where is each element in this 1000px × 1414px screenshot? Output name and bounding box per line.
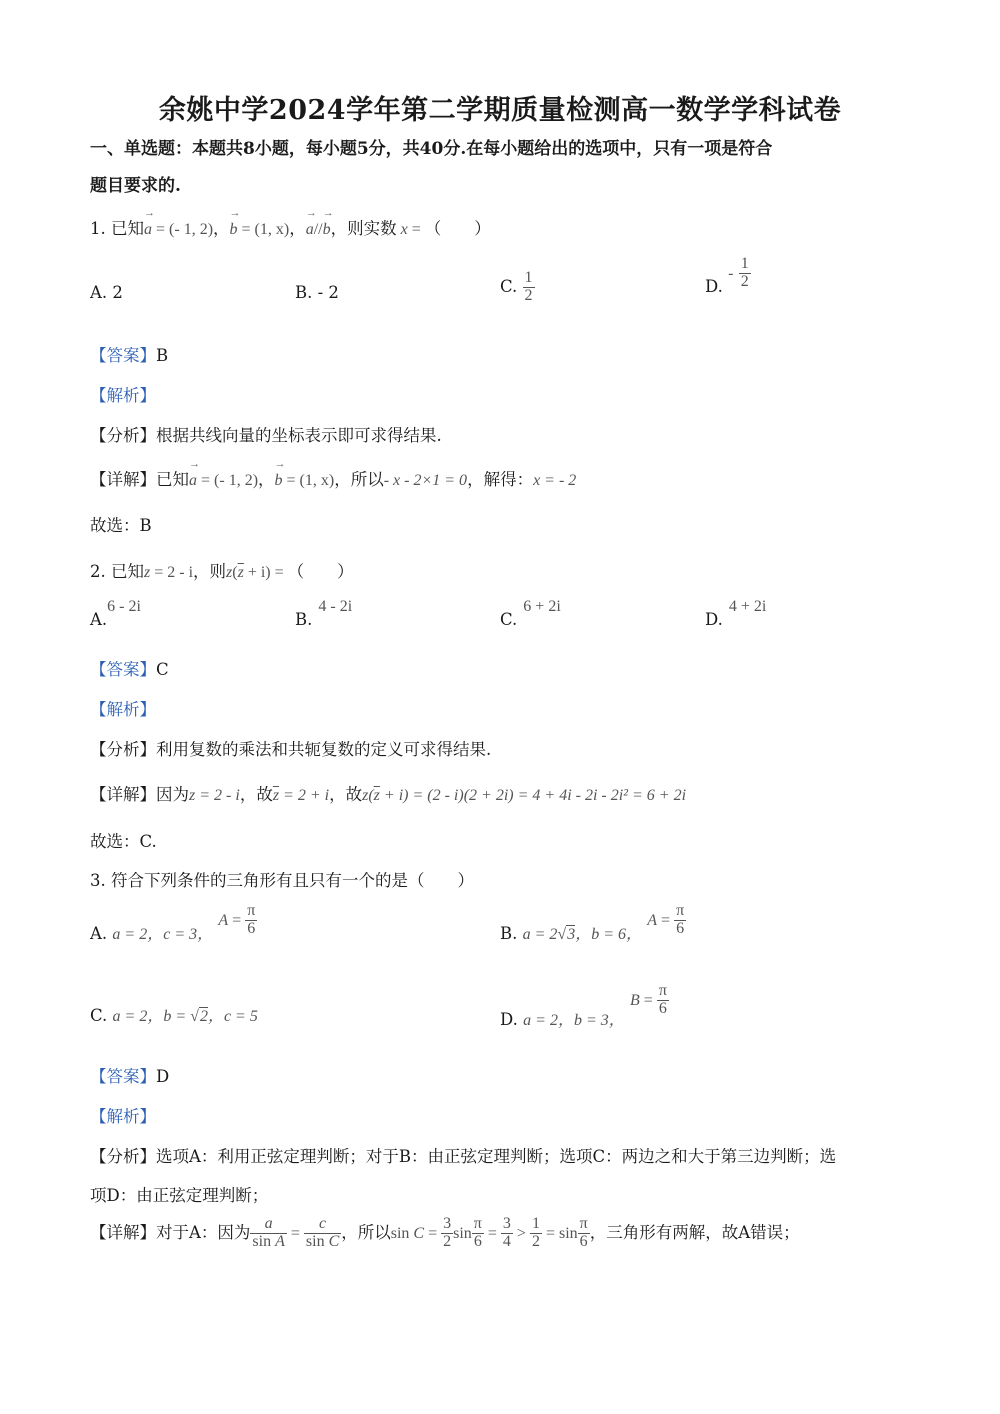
q3-detail: 【详解】对于A：因为 $\frac{a}{\text{sin A}}$ = $\frac{c}{\text{sin C}}$ ，所以sin C = $\frac{3}{2}$ sin $\frac{\pi}{6}$ = $\frac{3}{4}$ > $\frac{1}{2}$ = sin $\frac{\pi}{6}$ ，三角形有两解，故A错误； bbox=[90, 1215, 800, 1250]
q2-jiexi: 【解析】 bbox=[90, 700, 156, 719]
q1-stem: 1. 已知→ a = (- 1, 2)，→ b = (1, x)，→ a//→ b，则实数 x = （ ） bbox=[90, 215, 491, 239]
q1-conclusion: 故选：B bbox=[90, 516, 152, 535]
q2-answer: 【答案】C bbox=[90, 660, 169, 679]
q3-option-b: B. a = 2√3，b = 6， A = $\frac{\pi}{6}$ bbox=[500, 902, 685, 943]
q1-option-b: B. - 2 bbox=[295, 283, 339, 302]
q2-option-d: D.4 + 2i bbox=[705, 598, 767, 629]
q3-analysis-line2: 项D：由正弦定理判断； bbox=[90, 1186, 269, 1205]
q2-conclusion: 故选：C. bbox=[90, 832, 157, 851]
q1-answer: 【答案】B bbox=[90, 346, 169, 365]
q1-detail: 【详解】已知→ a = (- 1, 2)，→ b = (1, x)，所以- x - 2×1 = 0，解得：x = - 2 bbox=[90, 466, 576, 490]
q1-option-c: C. $\frac{1}{2}$ bbox=[500, 269, 533, 304]
q3-option-a: A. a = 2，c = 3， A = $\frac{\pi}{6}$ bbox=[90, 902, 256, 943]
q1-option-a: A. 2 bbox=[90, 283, 123, 302]
section-heading-line1: 一、单选题：本题共8小题，每小题5分，共40分.在每小题给出的选项中，只有一项是符合 bbox=[90, 139, 773, 159]
q3-option-d: D. a = 2，b = 3， B = $\frac{\pi}{6}$ bbox=[500, 982, 667, 1029]
q2-detail: 【详解】因为z = 2 - i，故$\overline{z} = 2 + i$，故$z(\overline{z} + i) = (2 - i)(2 + 2i) = 4 + 4i - 2i - 2i^2 = 6 + 2i$ bbox=[90, 785, 687, 804]
q3-option-c: C. a = 2，b = √2，c = 5 bbox=[90, 1006, 258, 1025]
section-heading-line2: 题目要求的. bbox=[90, 176, 181, 196]
page-title: 余姚中学2024学年第二学期质量检测高一数学学科试卷 bbox=[158, 95, 842, 126]
q3-jiexi: 【解析】 bbox=[90, 1107, 156, 1126]
q2-option-c: C.6 + 2i bbox=[500, 598, 561, 629]
q1-jiexi: 【解析】 bbox=[90, 386, 156, 405]
q3-stem: 3. 符合下列条件的三角形有且只有一个的是（ ） bbox=[90, 871, 474, 890]
q3-answer: 【答案】D bbox=[90, 1067, 170, 1086]
q2-analysis: 【分析】利用复数的乘法和共轭复数的定义可求得结果. bbox=[90, 740, 492, 759]
q1-analysis: 【分析】根据共线向量的坐标表示即可求得结果. bbox=[90, 426, 442, 445]
q1-option-d: D. - $\frac{1}{2}$ bbox=[705, 255, 749, 296]
q2-option-b: B.4 - 2i bbox=[295, 598, 353, 629]
q2-option-a: A.6 - 2i bbox=[90, 598, 141, 629]
q3-analysis-line1: 【分析】选项A：利用正弦定理判断；对于B：由正弦定理判断；选项C：两边之和大于第三边判断；选 bbox=[90, 1147, 837, 1166]
q2-stem: 2. 已知z = 2 - i，则$z(\overline{z} + i)$ = （ ） bbox=[90, 562, 354, 581]
